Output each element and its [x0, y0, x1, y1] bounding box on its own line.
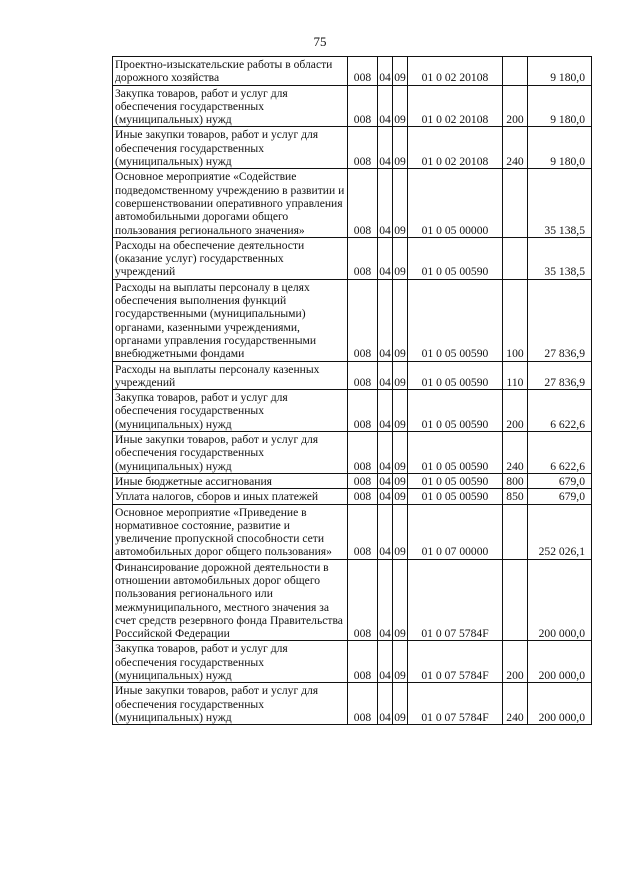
target-article-cell: 01 0 07 00000 — [408, 504, 503, 559]
expense-type-cell — [503, 504, 528, 559]
target-article-cell: 01 0 07 5784F — [408, 683, 503, 725]
table-row — [113, 390, 592, 432]
target-article-cell: 01 0 05 00590 — [408, 279, 503, 361]
table-row — [113, 473, 592, 488]
ministry-code-cell: 008 — [348, 279, 378, 361]
subsection-code-cell: 09 — [393, 390, 408, 432]
ministry-code-cell: 008 — [348, 432, 378, 474]
target-article-cell: 01 0 05 00590 — [408, 432, 503, 474]
expense-name-cell: Основное мероприятие «Содействие подведомственному учреждению в развитии и совершенствовании оперативного управления автомобильными дорогами общего пользования регионального значения» — [113, 169, 348, 237]
page-number: 75 — [313, 34, 327, 49]
amount-cell: 679,0 — [528, 489, 592, 504]
section-code-cell: 04 — [378, 504, 393, 559]
target-article-cell: 01 0 07 5784F — [408, 559, 503, 641]
section-code-cell: 04 — [378, 85, 393, 127]
amount-cell: 6 622,6 — [528, 390, 592, 432]
amount-cell: 35 138,5 — [528, 237, 592, 279]
ministry-code-cell: 008 — [348, 641, 378, 683]
subsection-code-cell: 09 — [393, 169, 408, 237]
ministry-code-cell: 008 — [348, 361, 378, 390]
expense-name-cell: Иные закупки товаров, работ и услуг для обеспечения государственных (муниципальных) нужд — [113, 683, 348, 725]
subsection-code-cell: 09 — [393, 85, 408, 127]
expense-name-cell: Закупка товаров, работ и услуг для обеспечения государственных (муниципальных) нужд — [113, 85, 348, 127]
ministry-code-cell: 008 — [348, 473, 378, 488]
table-row — [113, 489, 592, 504]
section-code-cell: 04 — [378, 361, 393, 390]
amount-cell: 252 026,1 — [528, 504, 592, 559]
expense-name-cell: Иные бюджетные ассигнования — [113, 473, 348, 488]
subsection-code-cell: 09 — [394, 474, 406, 488]
subsection-code-cell: 09 — [393, 57, 408, 86]
target-article-cell: 01 0 02 20108 — [408, 57, 503, 86]
table-row — [113, 641, 592, 683]
ministry-code-cell: 008 — [348, 237, 378, 279]
budget-table-body — [113, 57, 592, 725]
expense-type-cell: 100 — [503, 279, 528, 361]
section-code-cell: 04 — [379, 490, 391, 504]
amount-cell: 9 180,0 — [528, 127, 592, 169]
table-row — [113, 559, 592, 641]
target-article-cell: 01 0 05 00590 — [408, 237, 503, 279]
amount-cell: 200 000,0 — [528, 641, 592, 683]
expense-name-cell: Уплата налогов, сборов и иных платежей — [113, 489, 348, 504]
expense-type-cell: 240 — [503, 432, 528, 474]
subsection-code-cell: 09 — [393, 361, 408, 390]
section-code-cell: 04 — [378, 57, 393, 86]
ministry-code-cell: 008 — [348, 85, 378, 127]
expense-type-cell — [503, 559, 528, 641]
expense-name-cell: Проектно-изыскательские работы в области дорожного хозяйства — [113, 57, 348, 86]
expense-type-cell: 200 — [503, 641, 528, 683]
expense-type-cell: 240 — [503, 127, 528, 169]
amount-cell: 9 180,0 — [528, 85, 592, 127]
expense-name-cell: Финансирование дорожной деятельности в отношении автомобильных дорог общего пользования регионального или межмуниципального, местного значения за счет средств резервного фонда Правительства Российской Федерации — [113, 559, 348, 641]
section-code-cell: 04 — [378, 683, 393, 725]
ministry-code-cell: 008 — [348, 683, 378, 725]
amount-cell: 35 138,5 — [528, 169, 592, 237]
expense-name-cell: Закупка товаров, работ и услуг для обеспечения государственных (муниципальных) нужд — [113, 390, 348, 432]
ministry-code-cell: 008 — [348, 504, 378, 559]
expense-name-cell: Расходы на выплаты персоналу в целях обеспечения выполнения функций государственными (муниципальными) органами, казенными учреждениями, органами управления государственными внебюджетными фондами — [113, 279, 348, 361]
table-row — [113, 683, 592, 725]
target-article-cell: 01 0 05 00590 — [408, 489, 503, 504]
expense-type-cell: 110 — [503, 361, 528, 390]
target-article-cell: 01 0 02 20108 — [408, 85, 503, 127]
ministry-code-cell: 008 — [348, 559, 378, 641]
table-row — [113, 504, 592, 559]
target-article-cell: 01 0 05 00000 — [408, 169, 503, 237]
section-code-cell: 04 — [378, 127, 393, 169]
subsection-code-cell: 09 — [393, 127, 408, 169]
expense-name-cell: Иные закупки товаров, работ и услуг для обеспечения государственных (муниципальных) нужд — [113, 127, 348, 169]
budget-table — [112, 56, 592, 725]
subsection-code-cell: 09 — [393, 559, 408, 641]
subsection-code-cell: 09 — [393, 237, 408, 279]
expense-type-cell: 850 — [503, 489, 528, 504]
amount-cell: 9 180,0 — [528, 57, 592, 86]
target-article-cell: 01 0 05 00590 — [408, 473, 503, 488]
section-code-cell: 04 — [378, 279, 393, 361]
expense-name-cell: Расходы на выплаты персоналу казенных учреждений — [113, 361, 348, 390]
expense-type-cell — [503, 237, 528, 279]
table-row — [113, 169, 592, 237]
expense-type-cell — [503, 57, 528, 86]
expense-type-cell: 240 — [503, 683, 528, 725]
expense-type-cell: 200 — [503, 85, 528, 127]
subsection-code-cell: 09 — [393, 432, 408, 474]
expense-name-cell: Расходы на обеспечение деятельности (оказание услуг) государственных учреждений — [113, 237, 348, 279]
amount-cell: 200 000,0 — [528, 559, 592, 641]
table-row — [113, 237, 592, 279]
expense-type-cell — [503, 169, 528, 237]
table-row — [113, 85, 592, 127]
table-row — [113, 361, 592, 390]
subsection-code-cell: 09 — [393, 504, 408, 559]
amount-cell: 27 836,9 — [528, 279, 592, 361]
expense-name-cell: Закупка товаров, работ и услуг для обеспечения государственных (муниципальных) нужд — [113, 641, 348, 683]
table-row — [113, 127, 592, 169]
table-row — [113, 57, 592, 86]
amount-cell: 27 836,9 — [528, 361, 592, 390]
amount-cell: 200 000,0 — [528, 683, 592, 725]
target-article-cell: 01 0 07 5784F — [408, 641, 503, 683]
expense-type-cell: 200 — [503, 390, 528, 432]
subsection-code-cell: 09 — [393, 641, 408, 683]
section-code-cell: 04 — [378, 641, 393, 683]
target-article-cell: 01 0 02 20108 — [408, 127, 503, 169]
section-code-cell: 04 — [379, 474, 391, 488]
amount-cell: 6 622,6 — [528, 432, 592, 474]
table-row — [113, 279, 592, 361]
section-code-cell: 04 — [378, 559, 393, 641]
subsection-code-cell: 09 — [393, 279, 408, 361]
expense-name-cell: Иные закупки товаров, работ и услуг для обеспечения государственных (муниципальных) нужд — [113, 432, 348, 474]
target-article-cell: 01 0 05 00590 — [408, 390, 503, 432]
ministry-code-cell: 008 — [348, 489, 378, 504]
ministry-code-cell: 008 — [348, 127, 378, 169]
section-code-cell: 04 — [378, 432, 393, 474]
expense-type-cell: 800 — [503, 473, 528, 488]
table-row — [113, 432, 592, 474]
ministry-code-cell: 008 — [348, 57, 378, 86]
section-code-cell: 04 — [378, 169, 393, 237]
ministry-code-cell: 008 — [348, 169, 378, 237]
amount-cell: 679,0 — [528, 473, 592, 488]
expense-name-cell: Основное мероприятие «Приведение в нормативное состояние, развитие и увеличение пропускной способности сети автомобильных дорог общего пользования» — [113, 504, 348, 559]
section-code-cell: 04 — [378, 237, 393, 279]
target-article-cell: 01 0 05 00590 — [408, 361, 503, 390]
ministry-code-cell: 008 — [348, 390, 378, 432]
section-code-cell: 04 — [378, 390, 393, 432]
subsection-code-cell: 09 — [394, 490, 406, 504]
subsection-code-cell: 09 — [393, 683, 408, 725]
